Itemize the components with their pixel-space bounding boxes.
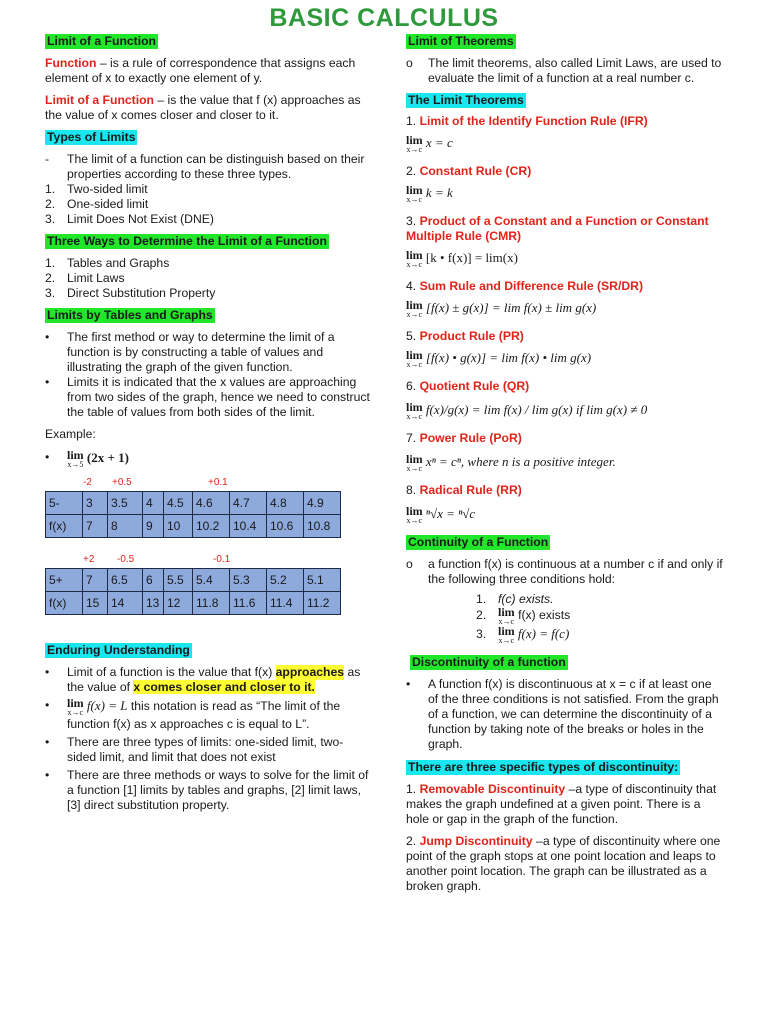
function-definition: Function – is a rule of correspondence that assigns each element of x to exactly one element of y.: [45, 56, 356, 85]
table2-offsets: +2 -0.5 -0.1: [83, 554, 231, 565]
removable-discontinuity: 1. Removable Discontinuity –a type of discontinuity that makes the graph undefined at a given point. There is a hole or gap in the graph of the function.: [406, 782, 717, 826]
tables-bullets: • The first method or way to determine the limit of a function is by constructing a table of values and illustrating the graph of the given function. • Limits it is indicated that the x values are approaching from two sides of the graph, hence we need to construct the table of values from both sides of the limit.: [45, 330, 370, 419]
rule-rr: 8. Radical Rule (RR) lim x→c ⁿ√x = ⁿ√c: [406, 483, 522, 525]
discontinuity-text: • A function f(x) is discontinuous at x = c if at least one of the three conditions is not satisfied. From the graph of a function, we can determine the discontinuity of a function by taking note of the breaks or holes in the graph.: [406, 677, 719, 751]
ways-list: 1. Tables and Graphs 2. Limit Laws 3. Direct Substitution Property: [45, 256, 216, 300]
limit-theorems-heading: Limit of Theorems: [408, 34, 514, 48]
table-row: 5+ 7 6.5 6 5.5 5.4 5.3 5.2 5.1: [46, 569, 341, 592]
theorems-intro: o The limit theorems, also called Limit Laws, are used to evaluate the limit of a function at a real number c.: [406, 56, 722, 85]
three-ways-heading: Three Ways to Determine the Limit of a Function: [47, 234, 327, 248]
types-list: - The limit of a function can be distinguish based on their properties according to these three types. 1. Two-sided limit 2. One-sided limit 3. Limit Does Not Exist (DNE): [45, 152, 365, 226]
table-row: f(x) 15 14 13 12 11.8 11.6 11.4 11.2: [46, 592, 341, 615]
tables-graphs-heading: Limits by Tables and Graphs: [47, 308, 213, 322]
left-column: [45, 34, 370, 813]
limit-of-function-heading: Limit of a Function: [47, 34, 156, 48]
table-right-approach: [45, 568, 341, 615]
rule-pr: 5. Product Rule (PR) lim x→c [f(x) • g(x)] = lim f(x) • lim g(x): [406, 329, 592, 369]
example-expression: • lim x→5 (2x + 1): [45, 448, 129, 469]
rule-qr: 6. Quotient Rule (QR) lim x→c f(x)/g(x) = lim f(x) / lim g(x) if lim g(x) ≠ 0: [406, 379, 648, 421]
continuity-heading: Continuity of a Function: [408, 535, 549, 549]
enduring-bullets: • Limit of a function is the value that f(x) approaches as the value of x comes closer and closer to it. • lim x→c f(x) = L this notation is read as “The limit of the function f(x) as x approaches c is equal to L”. • There are three types of limits: one-sided limit, two-sided limit, and limit that does not exist • There are three methods or ways to solve for the limit of a function [1] limits by tables and graphs, [2] limit laws, [3] direct substitution property.: [45, 665, 369, 812]
discontinuity-heading: Discontinuity of a function: [412, 655, 566, 669]
the-limit-theorems-heading: The Limit Theorems: [408, 93, 524, 107]
rule-sr-dr: 4. Sum Rule and Difference Rule (SR/DR) lim x→c [f(x) ± g(x)] = lim f(x) ± lim g(x): [406, 279, 644, 319]
jump-discontinuity: 2. Jump Discontinuity –a type of discontinuity where one point of the graph stops at one point location and leaps to another point location. The graph can be illustrated as a broken graph.: [406, 834, 721, 893]
right-column: [406, 34, 724, 894]
continuity-text: o a function f(x) is continuous at a number c if and only if the following three conditions hold:: [406, 557, 723, 586]
continuity-conditions: 1. f(c) exists. 2. lim x→c f(x) exists 3. lim x→c f(x) = f(c): [476, 592, 571, 645]
rule-cr: 2. Constant Rule (CR) lim x→c k = k: [406, 164, 532, 204]
rule-por: 7. Power Rule (PoR) lim x→c xⁿ = cⁿ, where n is a positive integer.: [406, 431, 616, 473]
rule-ifr: 1. Limit of the Identify Function Rule (IFR) lim x→c x = c: [406, 114, 648, 154]
enduring-understanding-heading: Enduring Understanding: [47, 643, 190, 657]
table-left-approach: [45, 491, 341, 538]
example-label: Example:: [45, 427, 96, 441]
three-types-discontinuity-heading: There are three specific types of discontinuity:: [408, 760, 679, 774]
table-row: 5- 3 3.5 4 4.5 4.6 4.7 4.8 4.9: [46, 492, 341, 515]
rule-cmr: 3. Product of a Constant and a Function or Constant Multiple Rule (CMR) lim x→c [k • f(x)] = lim(x): [406, 214, 709, 269]
limit-definition: Limit of a Function – is the value that f (x) approaches as the value of x comes closer and closer to it.: [45, 93, 361, 122]
types-of-limits-heading: Types of Limits: [47, 130, 136, 144]
table1-offsets: -2 +0.5 +0.1: [83, 477, 228, 488]
page-title: BASIC CALCULUS: [269, 4, 499, 32]
table-row: f(x) 7 8 9 10 10.2 10.4 10.6 10.8: [46, 515, 341, 538]
